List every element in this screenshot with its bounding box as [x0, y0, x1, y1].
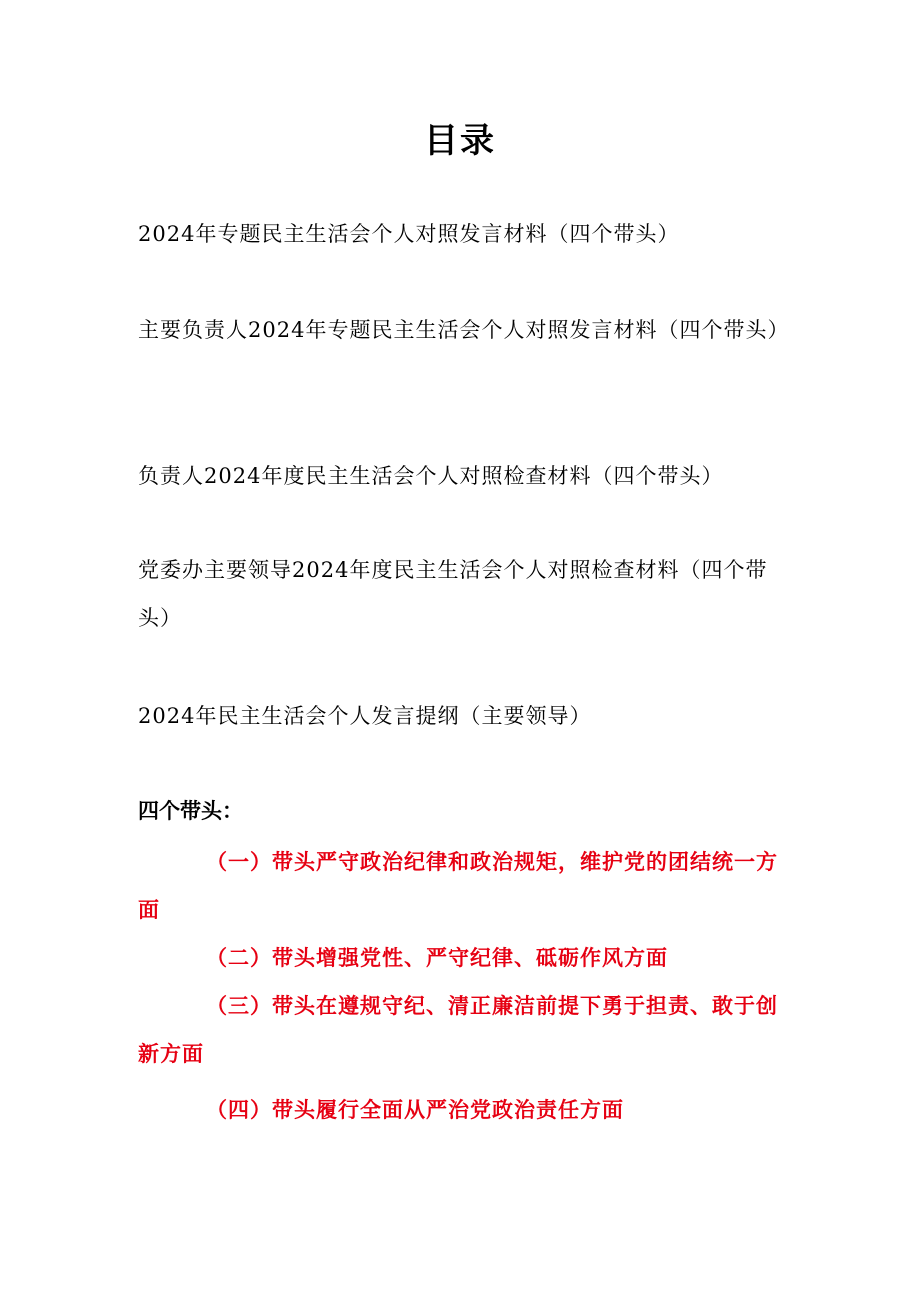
toc-item-1[interactable]: 2024年专题民主生活会个人对照发言材料（四个带头）: [138, 222, 680, 246]
point-3: （三）带头在遵规守纪、清正廉洁前提下勇于担责、敢于创新方面: [138, 994, 778, 1066]
point-4: （四）带头履行全面从严治党政治责任方面: [206, 1098, 624, 1122]
toc-item-3[interactable]: 负责人2024年度民主生活会个人对照检查材料（四个带头）: [138, 464, 724, 488]
toc-item-5[interactable]: 2024年民主生活会个人发言提纲（主要领导）: [138, 704, 592, 728]
toc-item-2[interactable]: 主要负责人2024年专题民主生活会个人对照发言材料（四个带头）: [138, 318, 790, 342]
page-title: 目录: [424, 121, 496, 161]
point-1: （一）带头严守政治纪律和政治规矩，维护党的团结统一方面: [138, 850, 778, 922]
point-2: （二）带头增强党性、严守纪律、砥砺作风方面: [206, 946, 668, 970]
toc-item-4[interactable]: 党委办主要领导2024年度民主生活会个人对照检查材料（四个带头）: [138, 558, 768, 630]
section-heading: 四个带头：: [138, 799, 243, 823]
